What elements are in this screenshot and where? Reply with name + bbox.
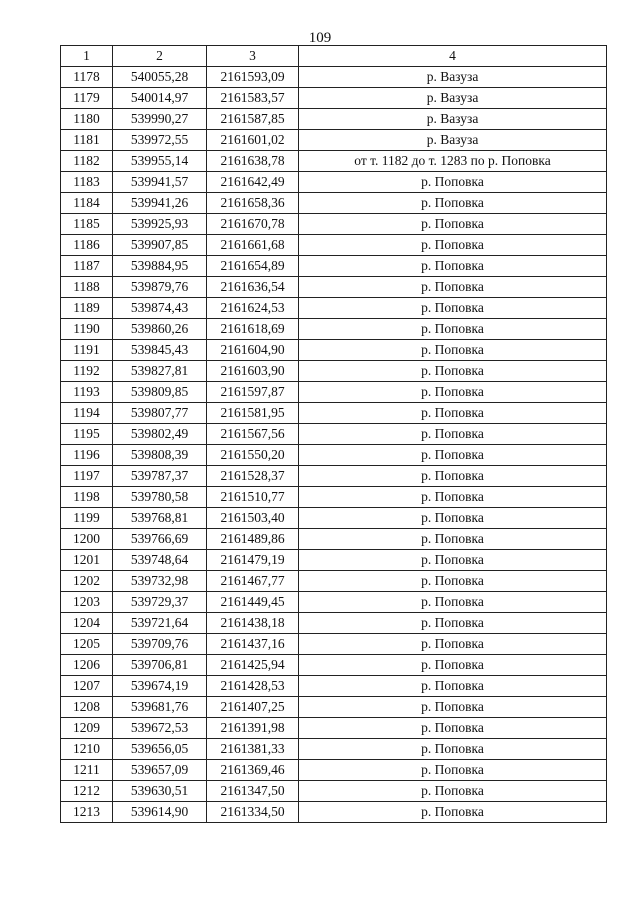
point-number-cell: 1180 — [61, 109, 113, 130]
x-coordinate-cell: 539879,76 — [113, 277, 207, 298]
description-cell: р. Поповка — [299, 760, 607, 781]
description-cell: р. Вазуза — [299, 67, 607, 88]
x-coordinate-cell: 539845,43 — [113, 340, 207, 361]
column-header-2: 2 — [113, 46, 207, 67]
x-coordinate-cell: 539709,76 — [113, 634, 207, 655]
table-header-row — [61, 46, 607, 67]
y-coordinate-cell: 2161381,33 — [207, 739, 299, 760]
description-cell: р. Поповка — [299, 571, 607, 592]
description-cell: р. Поповка — [299, 739, 607, 760]
x-coordinate-cell: 539884,95 — [113, 256, 207, 277]
point-number-cell: 1184 — [61, 193, 113, 214]
table-row — [61, 445, 607, 466]
table-row — [61, 172, 607, 193]
y-coordinate-cell: 2161670,78 — [207, 214, 299, 235]
table-row — [61, 529, 607, 550]
table-row — [61, 487, 607, 508]
description-cell: р. Поповка — [299, 256, 607, 277]
description-cell: р. Поповка — [299, 634, 607, 655]
point-number-cell: 1213 — [61, 802, 113, 823]
x-coordinate-cell: 539766,69 — [113, 529, 207, 550]
description-cell: р. Поповка — [299, 403, 607, 424]
y-coordinate-cell: 2161489,86 — [207, 529, 299, 550]
point-number-cell: 1205 — [61, 634, 113, 655]
y-coordinate-cell: 2161638,78 — [207, 151, 299, 172]
table-body — [61, 67, 607, 823]
table-row — [61, 676, 607, 697]
x-coordinate-cell: 539802,49 — [113, 424, 207, 445]
description-cell: р. Поповка — [299, 235, 607, 256]
point-number-cell: 1181 — [61, 130, 113, 151]
y-coordinate-cell: 2161347,50 — [207, 781, 299, 802]
description-cell: р. Поповка — [299, 802, 607, 823]
y-coordinate-cell: 2161636,54 — [207, 277, 299, 298]
description-cell: р. Вазуза — [299, 130, 607, 151]
point-number-cell: 1209 — [61, 718, 113, 739]
table-row — [61, 550, 607, 571]
point-number-cell: 1183 — [61, 172, 113, 193]
description-cell: р. Поповка — [299, 508, 607, 529]
description-cell: р. Поповка — [299, 340, 607, 361]
coordinates-table — [60, 45, 607, 823]
y-coordinate-cell: 2161624,53 — [207, 298, 299, 319]
y-coordinate-cell: 2161658,36 — [207, 193, 299, 214]
point-number-cell: 1204 — [61, 613, 113, 634]
column-header-4: 4 — [299, 46, 607, 67]
table-row — [61, 109, 607, 130]
y-coordinate-cell: 2161391,98 — [207, 718, 299, 739]
point-number-cell: 1207 — [61, 676, 113, 697]
x-coordinate-cell: 539808,39 — [113, 445, 207, 466]
y-coordinate-cell: 2161604,90 — [207, 340, 299, 361]
description-cell: от т. 1182 до т. 1283 по р. Поповка — [299, 151, 607, 172]
point-number-cell: 1194 — [61, 403, 113, 424]
description-cell: р. Поповка — [299, 319, 607, 340]
table-row — [61, 802, 607, 823]
table-row — [61, 508, 607, 529]
description-cell: р. Поповка — [299, 214, 607, 235]
x-coordinate-cell: 539941,26 — [113, 193, 207, 214]
table-row — [61, 298, 607, 319]
table-row — [61, 130, 607, 151]
page-number: 109 — [308, 30, 332, 46]
description-cell: р. Поповка — [299, 550, 607, 571]
table-row — [61, 319, 607, 340]
point-number-cell: 1206 — [61, 655, 113, 676]
y-coordinate-cell: 2161601,02 — [207, 130, 299, 151]
y-coordinate-cell: 2161550,20 — [207, 445, 299, 466]
description-cell: р. Поповка — [299, 676, 607, 697]
y-coordinate-cell: 2161407,25 — [207, 697, 299, 718]
description-cell: р. Поповка — [299, 382, 607, 403]
y-coordinate-cell: 2161603,90 — [207, 361, 299, 382]
description-cell: р. Поповка — [299, 193, 607, 214]
y-coordinate-cell: 2161528,37 — [207, 466, 299, 487]
point-number-cell: 1185 — [61, 214, 113, 235]
point-number-cell: 1200 — [61, 529, 113, 550]
x-coordinate-cell: 539907,85 — [113, 235, 207, 256]
table-row — [61, 718, 607, 739]
table-row — [61, 382, 607, 403]
point-number-cell: 1197 — [61, 466, 113, 487]
description-cell: р. Поповка — [299, 718, 607, 739]
point-number-cell: 1187 — [61, 256, 113, 277]
point-number-cell: 1192 — [61, 361, 113, 382]
table-row — [61, 235, 607, 256]
table-row — [61, 424, 607, 445]
x-coordinate-cell: 539807,77 — [113, 403, 207, 424]
y-coordinate-cell: 2161593,09 — [207, 67, 299, 88]
x-coordinate-cell: 539955,14 — [113, 151, 207, 172]
point-number-cell: 1188 — [61, 277, 113, 298]
x-coordinate-cell: 539732,98 — [113, 571, 207, 592]
description-cell: р. Поповка — [299, 424, 607, 445]
point-number-cell: 1191 — [61, 340, 113, 361]
table-row — [61, 613, 607, 634]
y-coordinate-cell: 2161437,16 — [207, 634, 299, 655]
y-coordinate-cell: 2161661,68 — [207, 235, 299, 256]
y-coordinate-cell: 2161425,94 — [207, 655, 299, 676]
y-coordinate-cell: 2161583,57 — [207, 88, 299, 109]
x-coordinate-cell: 539681,76 — [113, 697, 207, 718]
description-cell: р. Поповка — [299, 487, 607, 508]
point-number-cell: 1203 — [61, 592, 113, 613]
point-number-cell: 1195 — [61, 424, 113, 445]
description-cell: р. Вазуза — [299, 88, 607, 109]
y-coordinate-cell: 2161642,49 — [207, 172, 299, 193]
y-coordinate-cell: 2161567,56 — [207, 424, 299, 445]
x-coordinate-cell: 539780,58 — [113, 487, 207, 508]
description-cell: р. Поповка — [299, 277, 607, 298]
x-coordinate-cell: 539630,51 — [113, 781, 207, 802]
x-coordinate-cell: 539748,64 — [113, 550, 207, 571]
x-coordinate-cell: 539672,53 — [113, 718, 207, 739]
point-number-cell: 1202 — [61, 571, 113, 592]
point-number-cell: 1182 — [61, 151, 113, 172]
column-header-1: 1 — [61, 46, 113, 67]
description-cell: р. Поповка — [299, 592, 607, 613]
y-coordinate-cell: 2161467,77 — [207, 571, 299, 592]
x-coordinate-cell: 540014,97 — [113, 88, 207, 109]
description-cell: р. Поповка — [299, 781, 607, 802]
table-row — [61, 760, 607, 781]
x-coordinate-cell: 539941,57 — [113, 172, 207, 193]
table-row — [61, 634, 607, 655]
table-row — [61, 277, 607, 298]
table-row — [61, 403, 607, 424]
description-cell: р. Поповка — [299, 697, 607, 718]
y-coordinate-cell: 2161334,50 — [207, 802, 299, 823]
y-coordinate-cell: 2161654,89 — [207, 256, 299, 277]
point-number-cell: 1208 — [61, 697, 113, 718]
x-coordinate-cell: 539656,05 — [113, 739, 207, 760]
column-header-3: 3 — [207, 46, 299, 67]
table-row — [61, 655, 607, 676]
point-number-cell: 1212 — [61, 781, 113, 802]
point-number-cell: 1186 — [61, 235, 113, 256]
y-coordinate-cell: 2161479,19 — [207, 550, 299, 571]
point-number-cell: 1211 — [61, 760, 113, 781]
point-number-cell: 1193 — [61, 382, 113, 403]
y-coordinate-cell: 2161587,85 — [207, 109, 299, 130]
x-coordinate-cell: 540055,28 — [113, 67, 207, 88]
point-number-cell: 1179 — [61, 88, 113, 109]
x-coordinate-cell: 539874,43 — [113, 298, 207, 319]
table-row — [61, 67, 607, 88]
point-number-cell: 1210 — [61, 739, 113, 760]
table-row — [61, 256, 607, 277]
description-cell: р. Поповка — [299, 445, 607, 466]
point-number-cell: 1196 — [61, 445, 113, 466]
description-cell: р. Поповка — [299, 655, 607, 676]
table-row — [61, 193, 607, 214]
point-number-cell: 1198 — [61, 487, 113, 508]
point-number-cell: 1189 — [61, 298, 113, 319]
x-coordinate-cell: 539809,85 — [113, 382, 207, 403]
x-coordinate-cell: 539706,81 — [113, 655, 207, 676]
x-coordinate-cell: 539787,37 — [113, 466, 207, 487]
description-cell: р. Вазуза — [299, 109, 607, 130]
table-row — [61, 466, 607, 487]
table-row — [61, 151, 607, 172]
y-coordinate-cell: 2161449,45 — [207, 592, 299, 613]
y-coordinate-cell: 2161597,87 — [207, 382, 299, 403]
table-row — [61, 697, 607, 718]
x-coordinate-cell: 539721,64 — [113, 613, 207, 634]
x-coordinate-cell: 539972,55 — [113, 130, 207, 151]
y-coordinate-cell: 2161503,40 — [207, 508, 299, 529]
point-number-cell: 1201 — [61, 550, 113, 571]
x-coordinate-cell: 539768,81 — [113, 508, 207, 529]
description-cell: р. Поповка — [299, 361, 607, 382]
y-coordinate-cell: 2161618,69 — [207, 319, 299, 340]
y-coordinate-cell: 2161369,46 — [207, 760, 299, 781]
table-row — [61, 361, 607, 382]
table-row — [61, 214, 607, 235]
description-cell: р. Поповка — [299, 466, 607, 487]
description-cell: р. Поповка — [299, 529, 607, 550]
point-number-cell: 1178 — [61, 67, 113, 88]
x-coordinate-cell: 539860,26 — [113, 319, 207, 340]
y-coordinate-cell: 2161581,95 — [207, 403, 299, 424]
table-row — [61, 739, 607, 760]
table-row — [61, 571, 607, 592]
table-row — [61, 340, 607, 361]
point-number-cell: 1190 — [61, 319, 113, 340]
x-coordinate-cell: 539925,93 — [113, 214, 207, 235]
point-number-cell: 1199 — [61, 508, 113, 529]
description-cell: р. Поповка — [299, 298, 607, 319]
table-row — [61, 781, 607, 802]
y-coordinate-cell: 2161428,53 — [207, 676, 299, 697]
x-coordinate-cell: 539729,37 — [113, 592, 207, 613]
table-row — [61, 592, 607, 613]
y-coordinate-cell: 2161438,18 — [207, 613, 299, 634]
description-cell: р. Поповка — [299, 613, 607, 634]
x-coordinate-cell: 539674,19 — [113, 676, 207, 697]
description-cell: р. Поповка — [299, 172, 607, 193]
y-coordinate-cell: 2161510,77 — [207, 487, 299, 508]
table-row — [61, 88, 607, 109]
x-coordinate-cell: 539614,90 — [113, 802, 207, 823]
x-coordinate-cell: 539990,27 — [113, 109, 207, 130]
x-coordinate-cell: 539657,09 — [113, 760, 207, 781]
x-coordinate-cell: 539827,81 — [113, 361, 207, 382]
